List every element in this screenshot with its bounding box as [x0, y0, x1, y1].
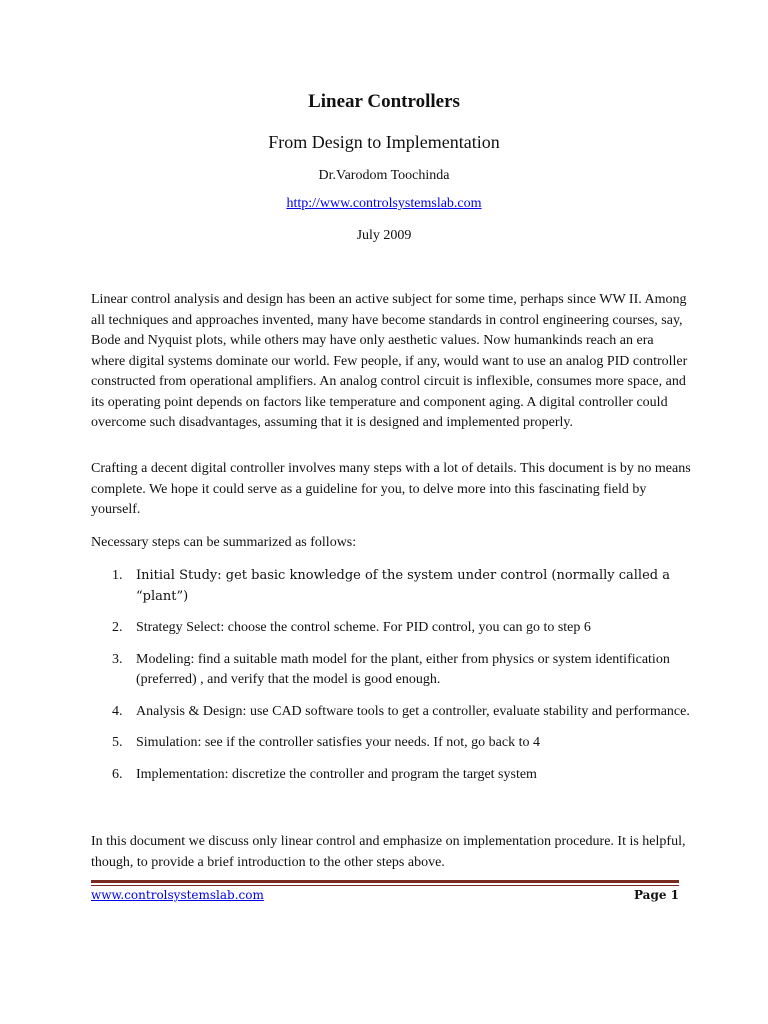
author-website — [0, 195, 768, 213]
steps-list — [91, 566, 691, 796]
website-link[interactable]: http://www.controlsystemslab.com — [286, 196, 482, 211]
footer-rule-thin — [91, 885, 679, 886]
step-number: 2. — [112, 620, 123, 635]
intro-paragraph: Linear control analysis and design has been an active subject for some time, perhaps since WW II. Among all techniques and approaches invented, many have become standards in control engineering courses, say, Bode and Nyquist plots, while others may have only aesthetic values. Now humankinds reach an era where digital systems dominate our world. Few people, if any, would want to use an analog PID controller constructed from operational amplifiers. An analog control circuit is inflexible, consumes more space, and its operating point depends on factors like temperature and component aging. A digital controller could overcome such disadvantages, assuming that it is designed and implemented properly. — [91, 292, 688, 430]
step-number: 6. — [112, 766, 123, 782]
list-item — [91, 618, 691, 639]
step-text: Initial Study: get basic knowledge of the system under control (normally called a “plant”) — [136, 568, 670, 604]
document-subtitle: From Design to Implementation — [268, 132, 500, 152]
step-number: 4. — [112, 703, 123, 719]
step-text: Modeling: find a suitable math model for the plant, either from physics or system identification (preferred) , and verify that the model is good enough. — [136, 651, 670, 687]
step-number: 3. — [112, 651, 123, 667]
step-number: 5. — [112, 735, 123, 750]
step-text: Implementation: discretize the controller and program the target system — [136, 766, 537, 782]
step-text: Analysis & Design: use CAD software tools to get a controller, evaluate stability and performance. — [136, 703, 690, 719]
page-number: Page 1 — [633, 888, 679, 902]
closing-paragraph: In this document we discuss only linear control and emphasize on implementation procedure. It is helpful, though, to provide a brief introduction to the other steps above. — [91, 834, 686, 870]
document-date: July 2009 — [356, 228, 412, 243]
step-text: Simulation: see if the controller satisfies your needs. If not, go back to 4 — [136, 735, 540, 750]
list-item — [91, 733, 691, 754]
steps-intro: Necessary steps can be summarized as follows: — [91, 535, 357, 550]
document-title: Linear Controllers — [308, 91, 460, 112]
step-number: 1. — [112, 568, 123, 583]
footer-rule-thick — [91, 880, 679, 883]
footer-website-link[interactable]: www.controlsystemslab.com — [91, 888, 264, 902]
list-item — [91, 702, 691, 723]
author-name: Dr.Varodom Toochinda — [318, 168, 450, 183]
list-item — [91, 765, 691, 786]
list-item — [91, 566, 691, 607]
step-text: Strategy Select: choose the control scheme. For PID control, you can go to step 6 — [136, 620, 591, 635]
list-item — [91, 650, 691, 691]
scope-paragraph: Crafting a decent digital controller involves many steps with a lot of details. This document is by no means complete. We hope it could serve as a guideline for you, to delve more into this fascinating field by yourself. — [91, 461, 691, 517]
